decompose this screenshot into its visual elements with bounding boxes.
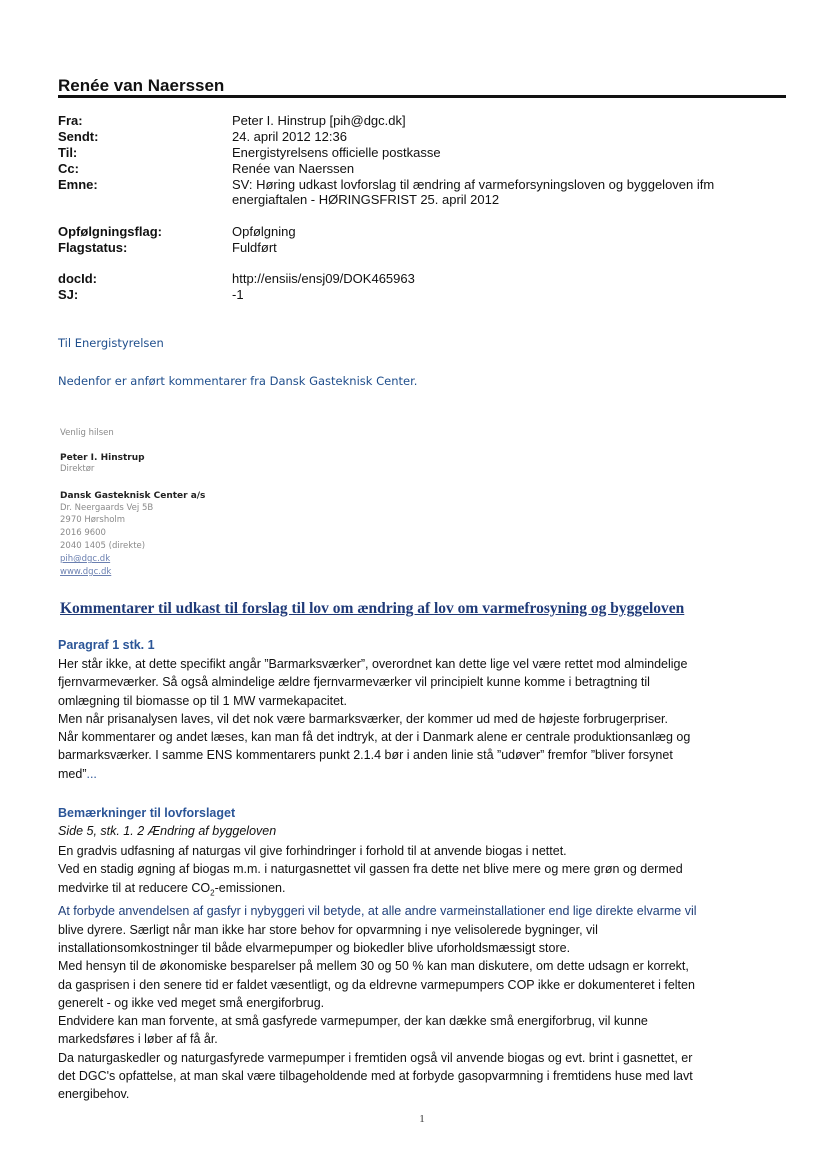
header-divider — [58, 95, 786, 98]
sj-label: SJ: — [58, 287, 79, 302]
cc-label: Cc: — [58, 161, 79, 176]
page-number: 1 — [419, 1113, 425, 1125]
sent-label: Sendt: — [58, 129, 99, 144]
text-line: omlægning til biomasse op til 1 MW varmekapacitet. — [58, 693, 348, 708]
signature-address-line2: 2970 Hørsholm — [60, 515, 126, 525]
signature-title: Direktør — [60, 464, 95, 474]
text-line: Med hensyn til de økonomiske besparelser på mellem 30 og 50 % kan man diskutere, om dette udsagn er korrekt, — [58, 959, 689, 974]
section-subheading: Side 5, stk. 1. 2 Ændring af byggeloven — [58, 824, 277, 838]
text-fragment: medvirke til at reducere CO — [58, 880, 211, 895]
followup-flag-label: Opfølgningsflag: — [58, 224, 162, 239]
text-line-highlighted: At forbyde anvendelsen af gasfyr i nybyggeri vil betyde, at alle andre varmeinstallationer end lige direkte elvarme vil — [58, 904, 697, 919]
email-greeting: Til Energistyrelsen — [58, 336, 164, 350]
text-line: energibehov. — [58, 1087, 130, 1102]
text-line: generelt - og ikke ved meget små energiforbrug. — [58, 995, 325, 1010]
text-line — [58, 879, 788, 903]
text-line: Men når prisanalysen laves, vil det nok være barmarksværker, der kommer ud med de højeste forbrugerpriser. — [58, 711, 668, 726]
followup-flag-value: Opfølgning — [232, 224, 296, 239]
to-value: Energistyrelsens officielle postkasse — [232, 145, 441, 160]
sent-value: 24. april 2012 12:36 — [232, 129, 347, 144]
docid-value: http://ensiis/ensj09/DOK465963 — [232, 271, 415, 286]
email-intro: Nedenfor er anført kommentarer fra Dansk Gasteknisk Center. — [58, 374, 418, 388]
text-line: Når kommentarer og andet læses, kan man få det indtryk, at der i Danmark alene er centrale produktionsanlæg og — [58, 730, 691, 745]
text-line: installationsomkostninger til både elvarmepumper og biokedler blive uforholdsmæssigt store. — [58, 940, 571, 955]
flag-status-value: Fuldført — [232, 240, 277, 255]
document-title: Kommentarer til udkast til forslag til lov om ændring af lov om varmefrosyning og byggeloven — [60, 600, 685, 617]
text-line: det DGC's opfattelse, at man skal være tilbageholdende med at forbyde gasopvarmning i fremtidens huse med lavt — [58, 1069, 693, 1084]
text-line: Da naturgaskedler og naturgasfyrede varmepumper i fremtiden også vil anvende biogas og evt. brint i gasnettet, er — [58, 1050, 693, 1065]
section-1-body — [58, 655, 788, 783]
signature-phone: 2016 9600 — [60, 528, 106, 538]
text-line — [58, 765, 788, 783]
signature-website-link[interactable]: www.dgc.dk — [60, 567, 112, 577]
sj-value: -1 — [232, 287, 244, 302]
text-line: da gasprisen i den senere tid er faldet væsentligt, og da eldrevne varmepumpers COP ikke er dokumenteret i felten — [58, 977, 695, 992]
co2-subscript: 2 — [210, 888, 215, 898]
text-line: Endvidere kan man forvente, at små gasfyrede varmepumper, der kan dække små energiforbrug, vil kunne — [58, 1014, 648, 1029]
signature-address-line1: Dr. Neergaards Vej 5B — [60, 503, 154, 513]
owner-name: Renée van Naerssen — [58, 76, 225, 95]
signature-name: Peter I. Hinstrup — [60, 453, 145, 463]
from-value: Peter I. Hinstrup [pih@dgc.dk] — [232, 113, 406, 128]
text-line: markedsføres i løber af få år. — [58, 1032, 218, 1047]
signature-phone-direct: 2040 1405 (direkte) — [60, 541, 146, 551]
signature-company: Dansk Gasteknisk Center a/s — [60, 491, 206, 501]
flag-status-label: Flagstatus: — [58, 240, 128, 255]
text-line: fjernvarmeværker. Så også almindelige ældre fjernvarmeværker vil principielt kunne komme i betragtning til — [58, 675, 650, 690]
text-fragment: med” — [58, 766, 87, 781]
text-fragment: -emissionen. — [214, 880, 286, 895]
section-heading-remarks: Bemærkninger til lovforslaget — [58, 806, 236, 820]
signature-email-link[interactable]: pih@dgc.dk — [60, 554, 111, 564]
cc-value: Renée van Naerssen — [232, 161, 355, 176]
ellipsis: ... — [86, 766, 97, 781]
text-line: blive dyrere. Særligt når man ikke har store behov for opvarmning i nye velisolerede bygninger, vil — [58, 922, 598, 937]
subject-label: Emne: — [58, 177, 98, 192]
to-label: Til: — [58, 145, 78, 160]
docid-label: docId: — [58, 271, 97, 286]
text-line: Ved en stadig øgning af biogas m.m. i naturgasnettet vil gassen fra dette net blive mere og mere grøn og dermed — [58, 862, 683, 877]
text-line: Her står ikke, at dette specifikt angår ”Barmarksværker”, overordnet kan dette lige vel være rettet mod almindelige — [58, 657, 688, 671]
section-2-body — [58, 842, 788, 1104]
text-line: barmarksværker. I samme ENS kommentarers punkt 2.1.4 bør i anden linie stå ”udøver” fremfor ”bliver forsynet — [58, 748, 673, 763]
subject-value: SV: Høring udkast lovforslag til ændring af varmeforsyningsloven og byggeloven ifm energiaftalen - HØRINGSFRIST 25. april 2012 — [232, 177, 715, 207]
text-line: En gradvis udfasning af naturgas vil give forhindringer i forhold til at anvende biogas i nettet. — [58, 844, 567, 858]
from-label: Fra: — [58, 113, 83, 128]
section-heading-paragraph-1: Paragraf 1 stk. 1 — [58, 638, 155, 652]
signature-closing: Venlig hilsen — [60, 428, 114, 438]
